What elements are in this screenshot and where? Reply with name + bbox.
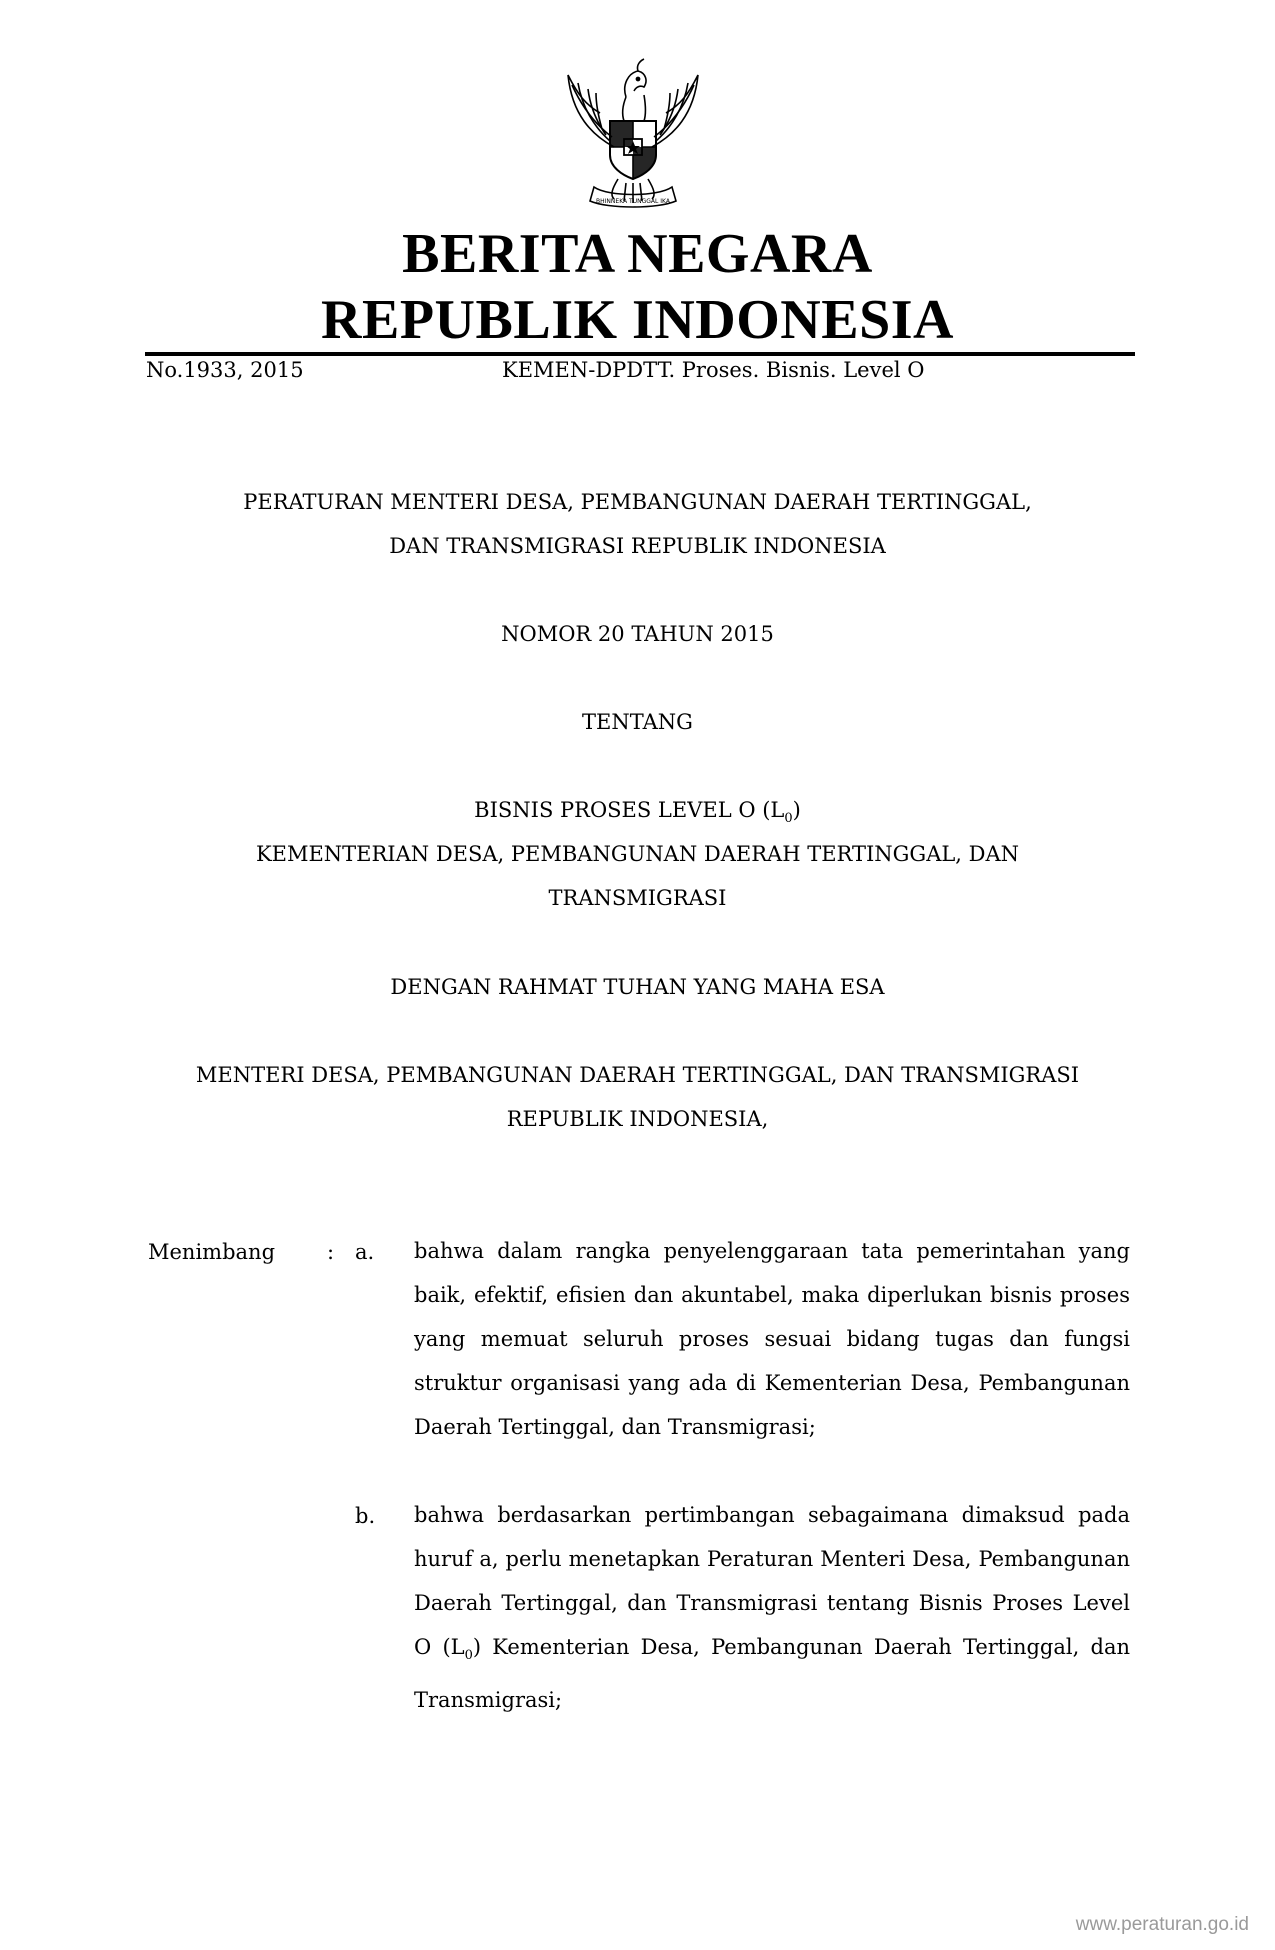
- item-a-text: bahwa dalam rangka penyelenggaraan tata pemerintahan yang baik, efektif, efisien dan akuntabel, maka diperlukan bisnis proses yang memuat seluruh proses sesuai bidang tugas dan fungsi struktur organisasi yang ada di Kementerian Desa, Pembangunan Daerah Tertinggal, dan Transmigrasi;: [414, 1239, 1130, 1439]
- subject-line3: TRANSMIGRASI: [548, 886, 727, 910]
- svg-text:BHINNEKA TUNGGAL IKA: BHINNEKA TUNGGAL IKA: [596, 198, 670, 205]
- menimbang-colon: :: [327, 1240, 335, 1264]
- subject-line1: BISNIS PROSES LEVEL O $(L_0)$: [474, 798, 801, 827]
- masthead-rule: [145, 352, 1135, 356]
- rahmat-line: DENGAN RAHMAT TUHAN YANG MAHA ESA: [390, 975, 885, 999]
- issue-subject: KEMEN-DPDTT. Proses. Bisnis. Level O: [502, 358, 925, 382]
- issue-number: No.1933, 2015: [146, 358, 304, 382]
- item-b-letter: b.: [355, 1504, 376, 1528]
- item-a-letter: a.: [355, 1240, 375, 1264]
- menteri-line1: MENTERI DESA, PEMBANGUNAN DAERAH TERTINGGAL, DAN TRANSMIGRASI: [195, 1063, 1080, 1087]
- regulation-title-line2: DAN TRANSMIGRASI REPUBLIK INDONESIA: [389, 534, 886, 558]
- garuda-emblem-icon: [552, 55, 714, 215]
- regulation-title-line1: PERATURAN MENTERI DESA, PEMBANGUNAN DAERAH TERTINGGAL,: [243, 490, 1032, 514]
- tentang-heading: TENTANG: [582, 710, 693, 734]
- website-watermark: www.peraturan.go.id: [1075, 1914, 1249, 1935]
- item-b-text: bahwa berdasarkan pertimbangan sebagaimana dimaksud pada huruf a, perlu menetapkan Peraturan Menteri Desa, Pembangunan Daerah Tertinggal, dan Transmigrasi tentang Bisnis Proses Level O $(L_0)$ Kementerian Desa, Pembangunan Daerah Tertinggal, dan Transmigrasi;: [414, 1503, 1131, 1713]
- masthead-title-line1: BERITA NEGARA: [402, 223, 873, 285]
- masthead-title-line2: REPUBLIK INDONESIA: [321, 289, 954, 351]
- menteri-line2: REPUBLIK INDONESIA,: [506, 1107, 769, 1131]
- subject-line2: KEMENTERIAN DESA, PEMBANGUNAN DAERAH TERTINGGAL, DAN: [255, 842, 1020, 866]
- regulation-number: NOMOR 20 TAHUN 2015: [501, 622, 774, 646]
- menimbang-label: Menimbang: [148, 1240, 276, 1264]
